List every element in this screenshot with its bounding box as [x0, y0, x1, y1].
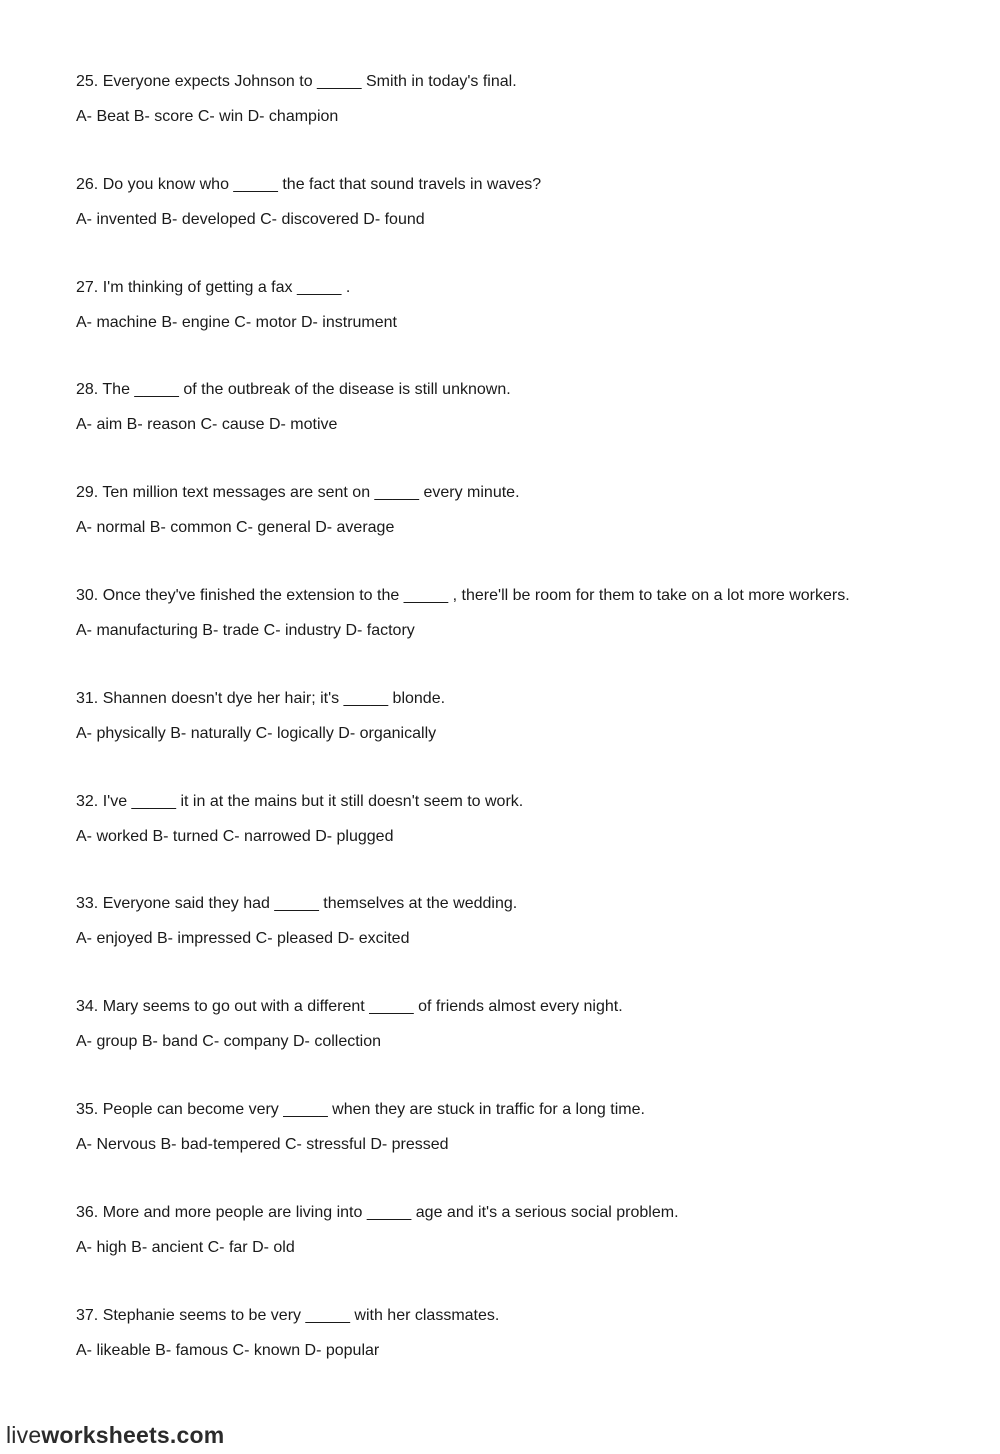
- logo-live: live: [6, 1422, 42, 1448]
- question-31: [76, 689, 956, 744]
- question-text: 25. Everyone expects Johnson to _____ Smith in today's final.: [76, 73, 517, 90]
- answer-options: A- group B- band C- company D- collection: [76, 1033, 382, 1050]
- answer-options: A- invented B- developed C- discovered D- found: [76, 211, 425, 228]
- question-text: 37. Stephanie seems to be very _____ with her classmates.: [76, 1307, 500, 1324]
- question-text: 28. The _____ of the outbreak of the disease is still unknown.: [76, 381, 511, 398]
- logo-worksheets: worksheets: [41, 1422, 170, 1448]
- question-36: [76, 1203, 956, 1258]
- question-text: 31. Shannen doesn't dye her hair; it's _____ blonde.: [76, 690, 446, 707]
- answer-options: A- normal B- common C- general D- average: [76, 519, 395, 536]
- answer-options: A- worked B- turned C- narrowed D- plugged: [76, 828, 394, 845]
- question-37: [76, 1306, 956, 1361]
- question-25: [76, 72, 956, 127]
- liveworksheets-logo[interactable]: [6, 1420, 224, 1450]
- question-30: [76, 586, 956, 641]
- answer-options: A- machine B- engine C- motor D- instrument: [76, 314, 397, 331]
- question-text: 26. Do you know who _____ the fact that sound travels in waves?: [76, 176, 542, 193]
- question-32: [76, 792, 956, 847]
- question-text: 35. People can become very _____ when they are stuck in traffic for a long time.: [76, 1101, 645, 1118]
- answer-options: A- manufacturing B- trade C- industry D- factory: [76, 622, 415, 639]
- answer-options: A- aim B- reason C- cause D- motive: [76, 416, 338, 433]
- question-29: [76, 483, 956, 538]
- question-34: [76, 997, 956, 1052]
- question-text: 34. Mary seems to go out with a different _____ of friends almost every night.: [76, 998, 623, 1015]
- question-text: 30. Once they've finished the extension to the _____ , there'll be room for them to take on a lot more workers.: [76, 587, 850, 604]
- question-33: [76, 894, 956, 949]
- question-27: [76, 278, 956, 333]
- answer-options: A- Beat B- score C- win D- champion: [76, 108, 339, 125]
- question-35: [76, 1100, 956, 1155]
- answer-options: A- physically B- naturally C- logically D- organically: [76, 725, 437, 742]
- answer-options: A- enjoyed B- impressed C- pleased D- excited: [76, 930, 410, 947]
- question-text: 32. I've _____ it in at the mains but it still doesn't seem to work.: [76, 793, 524, 810]
- question-26: [76, 175, 956, 230]
- question-text: 29. Ten million text messages are sent on _____ every minute.: [76, 484, 520, 501]
- question-28: [76, 380, 956, 435]
- answer-options: A- high B- ancient C- far D- old: [76, 1239, 295, 1256]
- question-text: 36. More and more people are living into _____ age and it's a serious social problem.: [76, 1204, 679, 1221]
- answer-options: A- Nervous B- bad-tempered C- stressful D- pressed: [76, 1136, 449, 1153]
- question-text: 33. Everyone said they had _____ themselves at the wedding.: [76, 895, 518, 912]
- answer-options: A- likeable B- famous C- known D- popular: [76, 1342, 380, 1359]
- logo-suffix: .com: [169, 1422, 225, 1448]
- question-text: 27. I'm thinking of getting a fax _____ .: [76, 279, 351, 296]
